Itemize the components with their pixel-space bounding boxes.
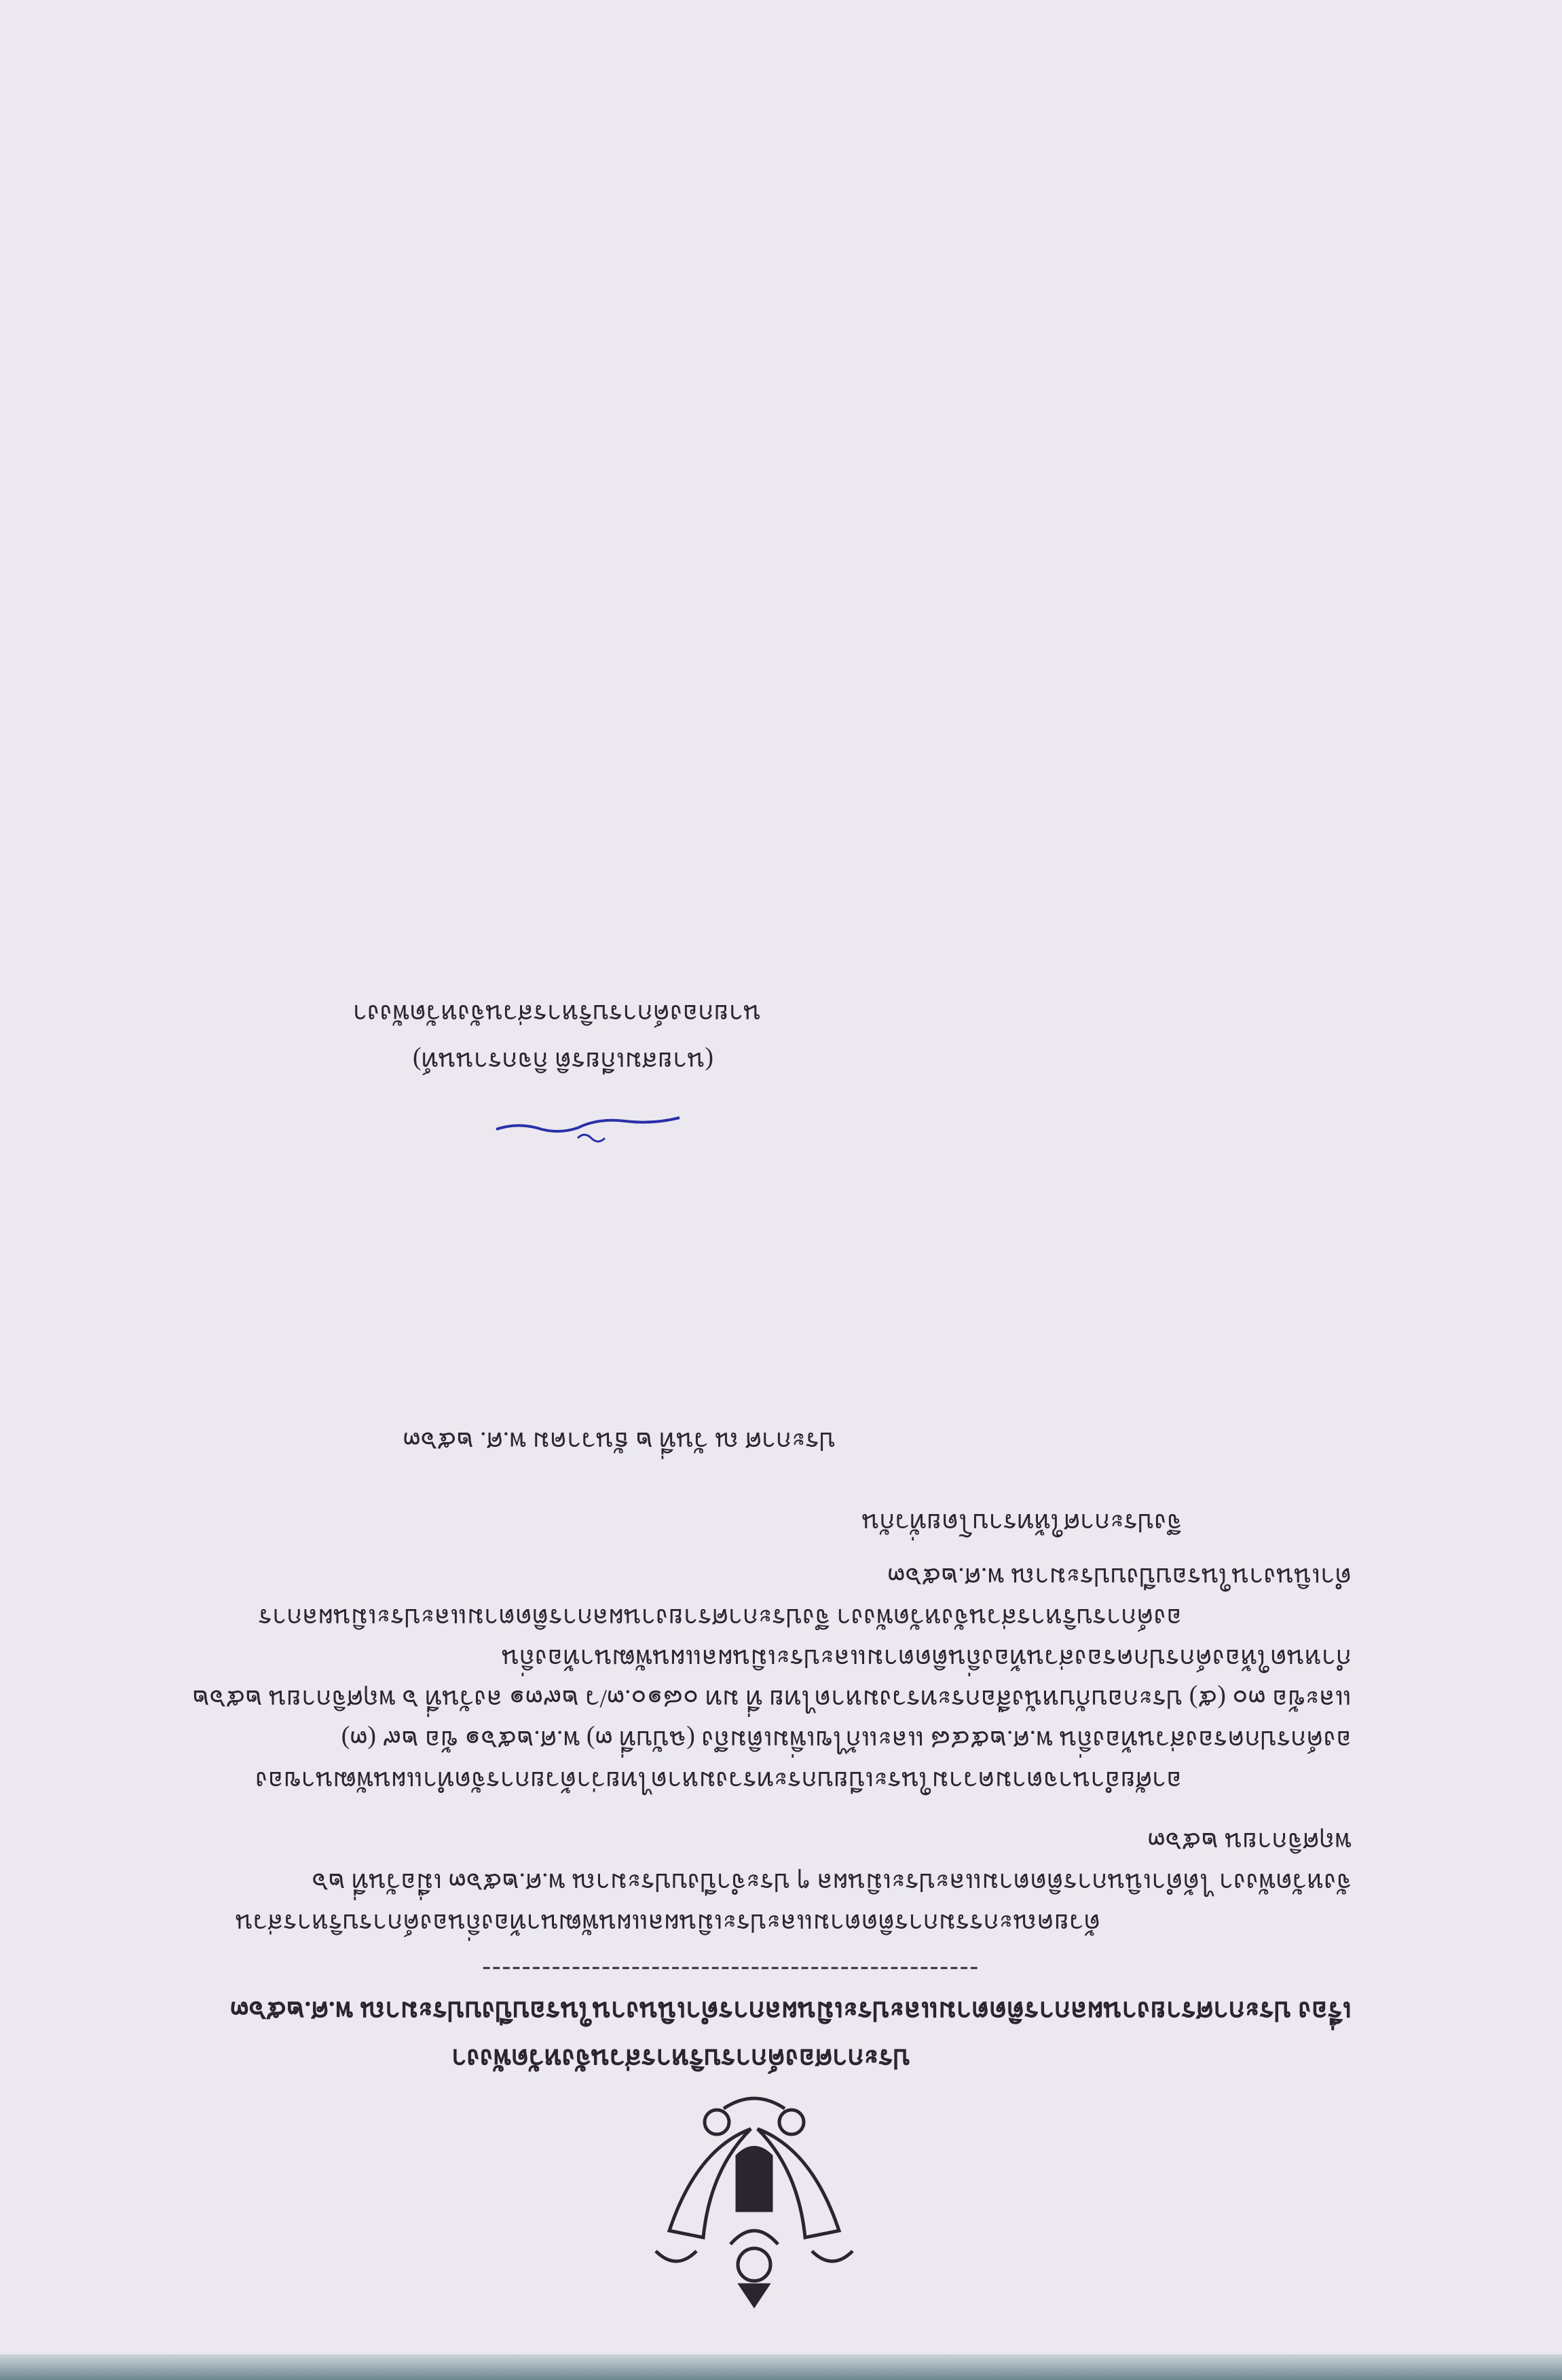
signer-position: นายกองค์การบริหารส่วนจังหวัดพังงา [352,999,761,1027]
document-heading: ประกาศองค์การบริหารส่วนจังหวัดพังงา [451,2043,910,2074]
subject-line [230,1995,1352,2027]
date-line: ประกาศ ณ วันที่ ๒ ธันวาคม พ.ศ. ๒๕๖๓ [403,1427,836,1455]
scan-edge [0,2354,1562,2380]
subject-text: ประกาศรายงานผลการติดตามและประเมินผลการดำเนินงานในรอบปีงบประมาณ พ.ศ.๒๕๖๓ [229,1996,1292,2026]
paragraph-2-line-2: องค์กรปกครองส่วนท้องถิ่น พ.ศ.๒๕๔๘ และแก้ไขเพิ่มเติมถึง (ฉบับที่ ๓) พ.ศ.๒๕๖๑ ข้อ ๒๙ (๓) [341,1725,1352,1754]
subject-label: เรื่อง [1298,1996,1352,2026]
signature-icon [483,1097,686,1158]
paragraph-2-line-1: อาศัยอำนาจตามความในระเบียบกระทรวงมหาดไทยว่าด้วยการจัดทำแผนพัฒนาของ [255,1766,1182,1794]
paragraph-1-line-3: พฤศจิกายน ๒๕๖๓ [1147,1827,1352,1855]
paragraph-2-line-4: กำหนดให้องค์กรปกครองส่วนท้องถิ่นติดตามและประเมินผลแผนพัฒนาท้องถิ่น [501,1644,1352,1672]
paragraph-2-line-3: และข้อ ๓๐ (๕) ประกอบกับหนังสือกระทรวงมหาดไทย ที่ มท ๐๘๑๐.๓/ว ๒๙๓๑ ลงวันที่ ๖ พฤศจิกายน ๒๕๖๒ [192,1684,1352,1713]
garuda-emblem-icon [642,2088,866,2312]
paragraph-2-line-5: องค์การบริหารส่วนจังหวัดพังงา จึงประกาศรายงานผลการติดตามและประเมินผลการ [258,1603,1182,1631]
signer-name: (นายสมเกียรติ กิจกรานนท์) [412,1046,713,1075]
separator-line: -------------------------------------------------- [481,1956,978,1984]
paragraph-1-line-2: จังหวัดพังงา ได้ดำเนินการติดตามและประเมินผล ๆ ประจำปีงบประมาณ พ.ศ.๒๕๖๓ เมื่อวันที่ ๒๖ [312,1868,1352,1896]
paragraph-2-line-6: ดำเนินงานในรอบปีงบประมาณ พ.ศ.๒๕๖๓ [887,1562,1352,1591]
announce-line: จึงประกาศให้ทราบโดยทั่วกัน [861,1508,1182,1536]
paragraph-1-line-1: ด้วยคณะกรรมการติดตามและประเมินผลแผนพัฒนาท้องถิ่นองค์การบริหารส่วน [235,1908,1100,1937]
